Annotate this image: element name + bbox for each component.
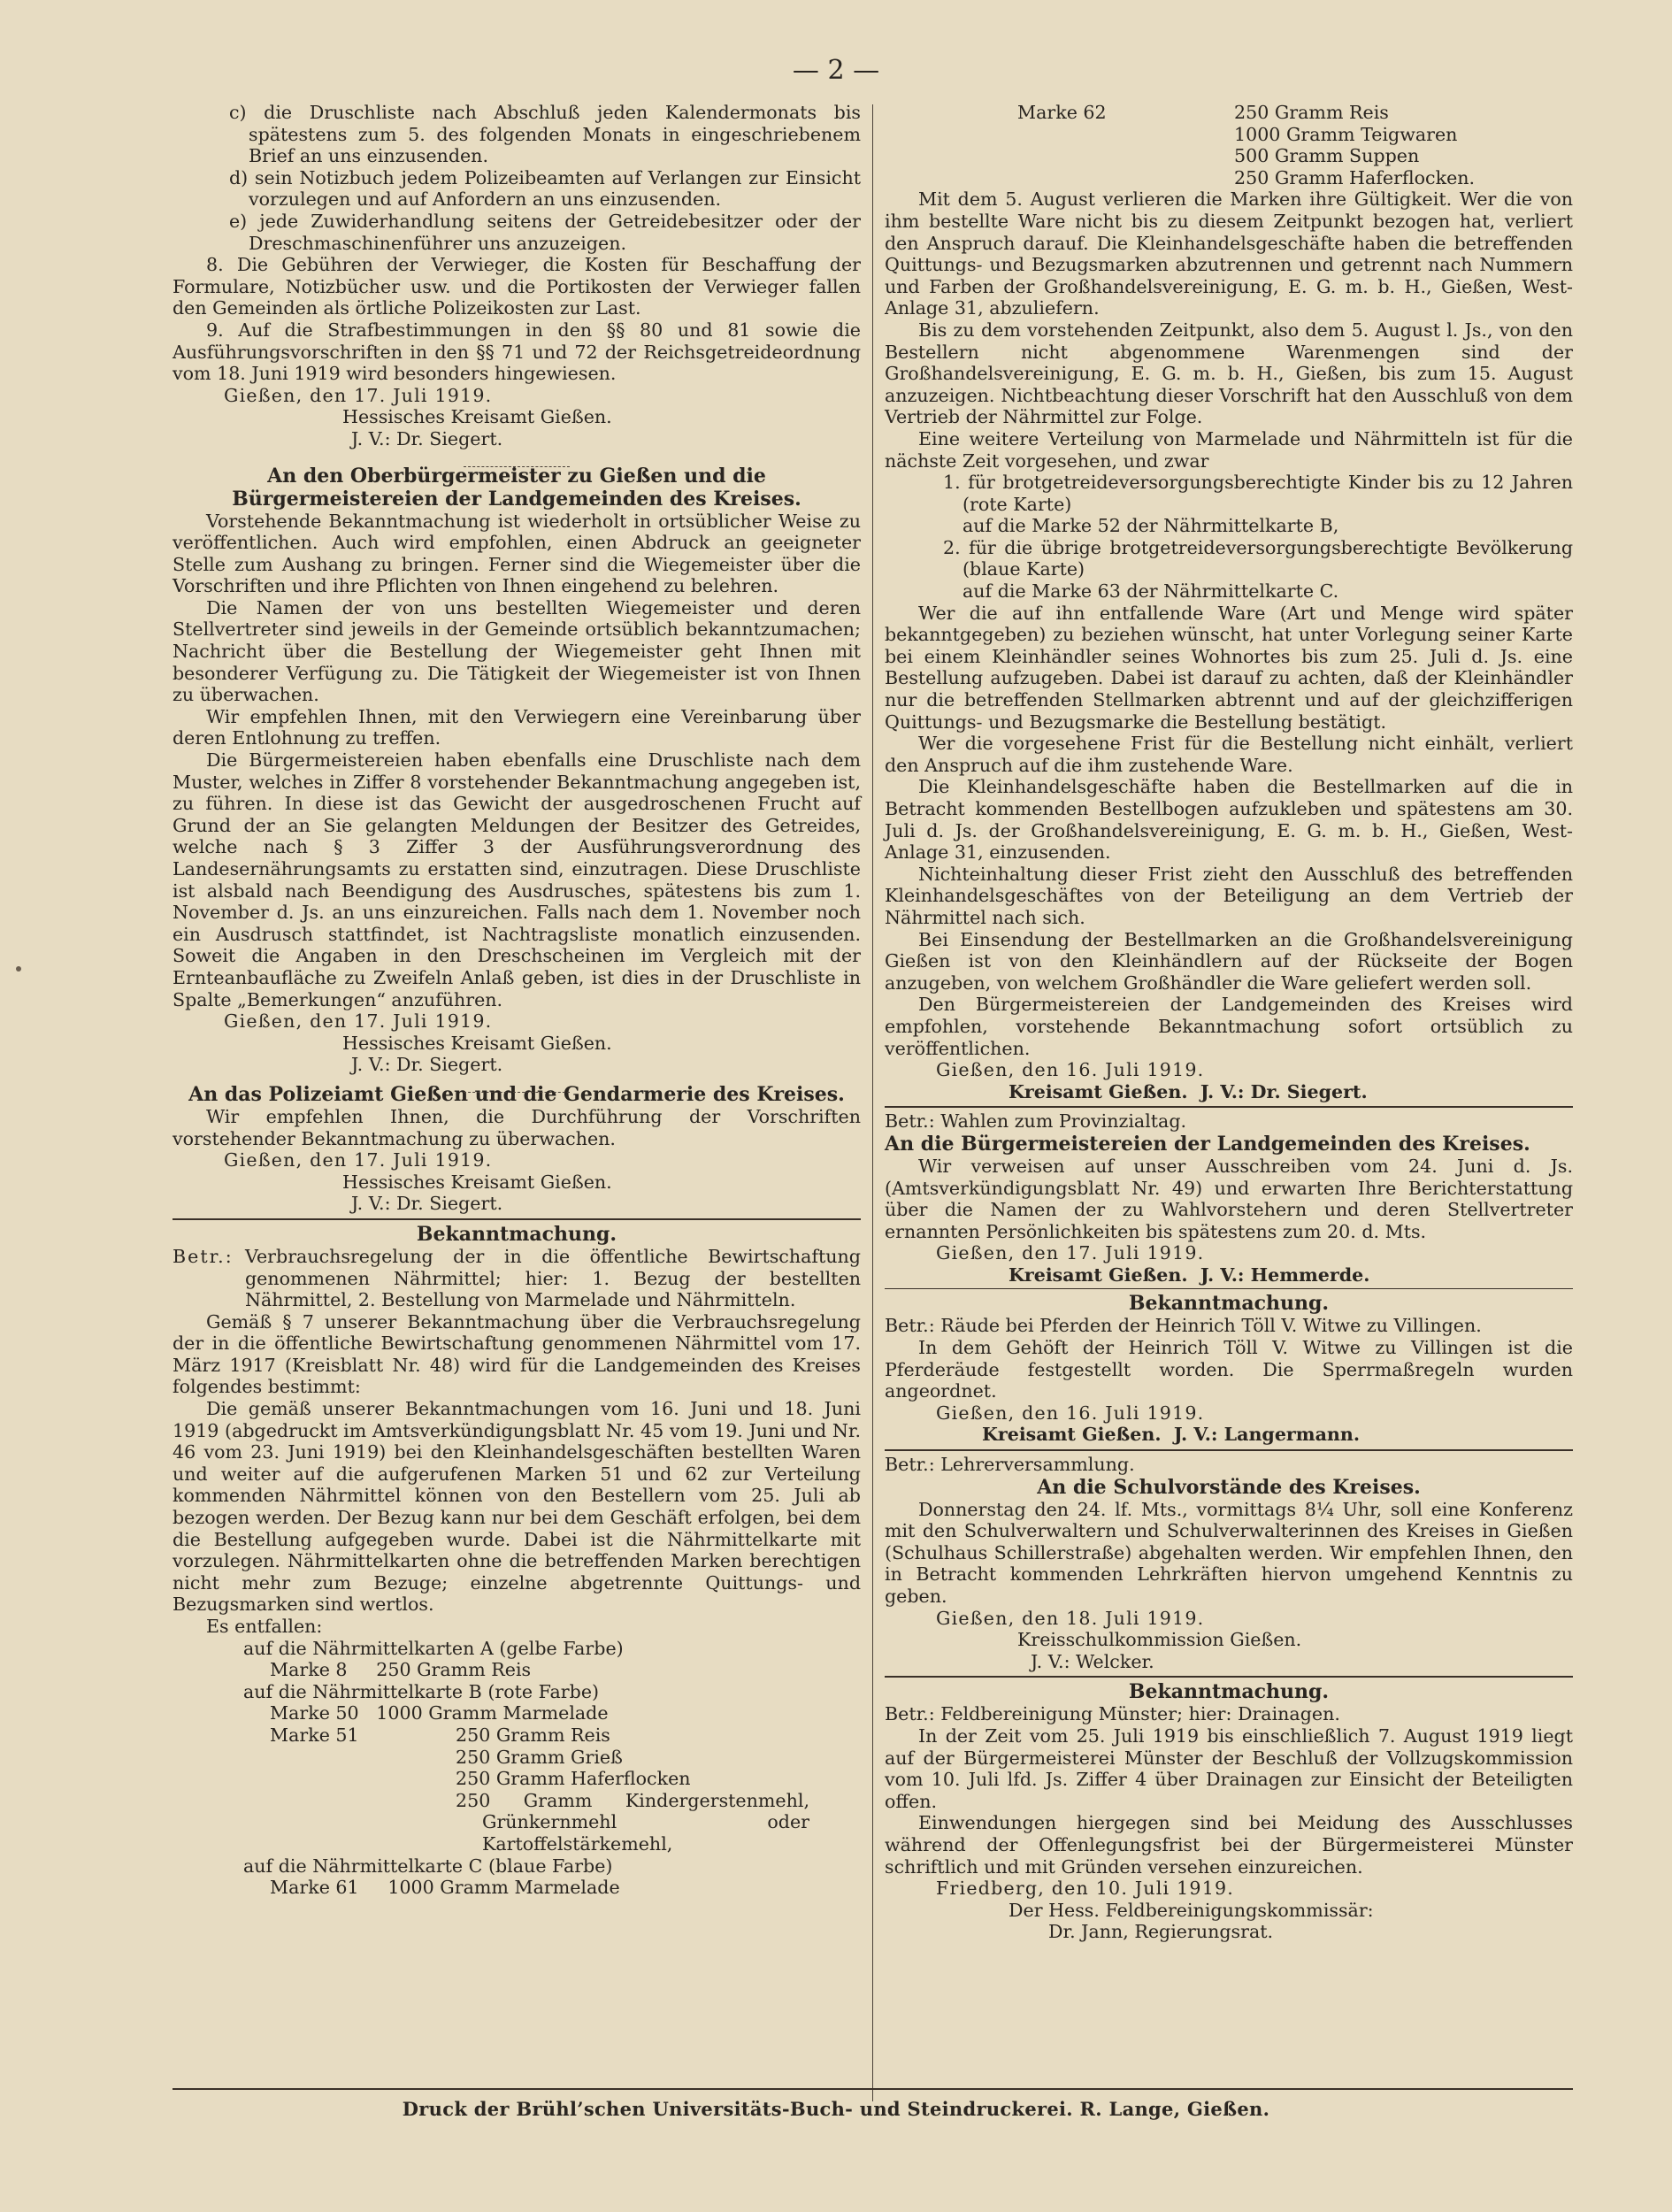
marke-61-line: Marke 61 1000 Gramm Marmelade: [270, 1877, 620, 1899]
drainage-subject: Betr.: Feldbereinigung Münster; hier: Drainagen.: [885, 1703, 1340, 1725]
announcement-paragraph: Die gemäß unserer Bekanntmachungen vom 16. Juni und 18. Juni 1919 (abgedruckt im Amtsverkündigungsblatt Nr. 45 vom 19. Juni und Nr. 46 vom 23. Juni 1919) bei den Kleinhandelsgeschäften bestellten Waren und weiter auf die aufgerufenen Marken 51 und 62 zur Verteilung kommenden Nährmittel können von den Bestellern vom 25. Juli ab bezogen werden. Der Bezug kann nur bei dem Geschäft erfolgen, bei dem die Bestellung aufgegeben wurde. Dabei ist die Nährmittelkarte mit vorzulegen. Nährmittelkarten ohne die betreffenden Marken berechtigen nicht mehr zum Bezuge; einzelne abgetrennte Quittungs- und Bezugsmarken sind wertlos.: [173, 1398, 861, 1616]
right-column: [885, 102, 1573, 1943]
marke-51-item: 250 Gramm Kindergerstenmehl, Grünkernmehl oder Kartoffelstärkemehl,: [456, 1789, 809, 1855]
distribution-item-2: 2. für die übrige brotgetreideversorgungsberechtigte Bevölkerung (blaue Karte): [943, 536, 1573, 580]
distribution-item-1-marke: auf die Marke 52 der Nährmittelkarte B,: [963, 515, 1339, 537]
signature-office: Hessisches Kreisamt Gießen.: [342, 406, 612, 428]
marke-62-item: 250 Gramm Haferflocken.: [1234, 166, 1476, 188]
date-line: Gießen, den 16. Juli 1919.: [936, 1402, 1205, 1424]
subject-block: [173, 1246, 861, 1311]
es-entfallen: Es entfallen:: [206, 1616, 323, 1637]
signature-name: J. V.: Dr. Siegert.: [351, 427, 503, 449]
signature-office: Kreisschulkommission Gießen.: [1017, 1629, 1302, 1651]
paragraph-9: 9. Auf die Strafbestimmungen in den §§ 80 und 81 sowie die Ausführungsvorschriften in den §§ 71 und 72 der Reichsgetreideordnung vom 18. Juni 1919 wird besonders hingewiesen.: [173, 319, 861, 385]
section-rule: [885, 1676, 1573, 1678]
marke-51-block: [173, 1724, 861, 1855]
drainage-text: In der Zeit vom 25. Juli 1919 bis einschließlich 7. August 1919 liegt auf der Bürgermeisterei Münster der Beschluß der Vollzugskommission vom 10. Juli lfd. Js. Ziffer 4 über Drainagen zur Einsicht der Beteiligten offen.: [885, 1724, 1573, 1812]
right-paragraph: Die Kleinhandelsgeschäfte haben die Bestellmarken auf die in Betracht kommenden Bestellbogen aufzukleben und spätestens am 30. Juli d. Js. der Großhandelsvereinigung, E. G. m. b. H., Gießen, West-Anlage 31, einzusenden.: [885, 776, 1573, 864]
section-paragraph: Wir empfehlen Ihnen, mit den Verwiegern eine Vereinbarung über deren Entlohnung zu treffen.: [173, 705, 861, 749]
footer-rule: [173, 2088, 1573, 2090]
section-rule: [885, 1288, 1573, 1289]
date-line: Friedberg, den 10. Juli 1919.: [936, 1878, 1235, 1900]
mange-text: In dem Gehöft der Heinrich Töll V. Witwe zu Villingen ist die Pferderäude festgestellt worden. Die Sperrmaßregeln wurden angeordnet.: [885, 1337, 1573, 1402]
drainage-text: Einwendungen hiergegen sind bei Meidung des Ausschlusses während der Offenlegungsfrist bei der Bürgermeisterei Münster schriftlich und mit Gründen versehen einzureichen.: [885, 1812, 1573, 1878]
date-line: Gießen, den 17. Juli 1919.: [224, 384, 493, 406]
teacher-text: Donnerstag den 24. lf. Mts., vormittags 8¼ Uhr, soll eine Konferenz mit den Schulverwaltern und Schulverwalterinnen des Kreises in Gießen (Schulhaus Schillerstraße) abgehalten werden. Wir empfehlen Ihnen, den in Betracht kommenden Lehrkräften hiervon umgehend Kenntnis zu geben.: [885, 1498, 1573, 1607]
rules-item-c: c) die Druschliste nach Abschluß jeden Kalendermonats bis spätestens zum 5. des folgenden Monats in eingeschriebenem Brief an uns einzusenden.: [229, 102, 861, 167]
marke-51-item: 250 Gramm Haferflocken: [456, 1768, 691, 1790]
marke-62-item: 1000 Gramm Teigwaren: [1234, 123, 1458, 145]
right-paragraph: Nichteinhaltung dieser Frist zieht den Ausschluß des betreffenden Kleinhandelsgeschäftes von der Beteiligung an dem Vertrieb der Nährmittel nach sich.: [885, 863, 1573, 928]
right-paragraph: Wer die vorgesehene Frist für die Bestellung nicht einhält, verliert den Anspruch auf die ihm zustehende Ware.: [885, 733, 1573, 776]
signature-line: Kreisamt Gießen. J. V.: Langermann.: [982, 1424, 1361, 1446]
section-paragraph: Die Namen der von uns bestellten Wiegemeister und deren Stellvertreter sind jeweils in der Gemeinde ortsüblich bekanntzumachen; Nachricht über die Bestellung der Wiegemeister geht Ihnen mit besonderer Verfügung zu. Die Tätigkeit der Wiegemeister ist von Ihnen zu überwachen.: [173, 596, 861, 706]
printer-imprint: Druck der Brühl’schen Universitäts-Buch- und Steindruckerei. R. Lange, Gießen.: [402, 2098, 1270, 2120]
date-line: Gießen, den 17. Juli 1919.: [224, 1149, 493, 1171]
distribution-item-2-marke: auf die Marke 63 der Nährmittelkarte C.: [963, 580, 1339, 603]
section-rule: [885, 1449, 1573, 1451]
section-paragraph: Vorstehende Bekanntmachung ist wiederholt in ortsüblicher Weise zu veröffentlichen. Auch wird empfohlen, einen Abdruck an geeigneter Stelle zum Aushang zu bringen. Ferner sind die Wiegemeister über die Vorschriften und ihre Pflichten von Ihnen eingehend zu belehren.: [173, 510, 861, 597]
signature-name: J. V.: Dr. Siegert.: [351, 1193, 503, 1215]
signature-name: J. V.: Dr. Siegert.: [351, 1054, 503, 1076]
column-divider: [872, 104, 873, 2101]
subject-text: Verbrauchsregelung der in die öffentliche Bewirtschaftung genommenen Nährmittel; hier: 1. Bezug der bestellten Nährmittel, 2. Bestellung von Marmelade und Nährmitteln.: [245, 1245, 861, 1311]
election-text: Wir verweisen auf unser Ausschreiben vom 24. Juni d. Js. (Amtsverkündigungsblatt Nr. 49) und erwarten Ihre Berichterstattung über die Namen der zu Wahlvorstehern und deren Stellvertreter ernannten Persönlichkeiten bis spätestens zum 20. d. Mts.: [885, 1155, 1573, 1242]
date-line: Gießen, den 18. Juli 1919.: [936, 1607, 1205, 1629]
rules-item-d: d) sein Notizbuch jedem Polizeibeamten auf Verlangen zur Einsicht vorzulegen und auf Anfordern an uns einzusenden.: [229, 166, 861, 211]
right-paragraph: Wer die auf ihn entfallende Ware (Art und Menge wird später bekanntgegeben) zu beziehen wünscht, hat unter Vorlegung seiner Karte bei einem Kleinhändler seines Wohnortes bis zum 25. Juli d. Js. eine Bestellung aufzugeben. Dabei ist darauf zu achten, daß der Kleinhändler nur die betreffenden Stellmarken abtrennt und auf der gleichzifferigen Quittungs- und Bezugsmarke die Bestellung bestätigt.: [885, 602, 1573, 733]
election-heading: An die Bürgermeistereien der Landgemeinden des Kreises.: [885, 1132, 1530, 1156]
distribution-item-1: 1. für brotgetreideversorgungsberechtigte Kinder bis zu 12 Jahren (rote Karte): [943, 472, 1573, 515]
marke-62-item: 250 Gramm Reis: [1234, 102, 1389, 123]
announcement-paragraph: Gemäß § 7 unserer Bekanntmachung über die Verbrauchsregelung der in die öffentliche Bewirtschaftung genommenen Nährmittel vom 17. März 1917 (Kreisblatt Nr. 48) wird für die Landgemeinden des Kreises folgendes bestimmt:: [173, 1310, 861, 1398]
subject-label: Betr.:: [173, 1245, 234, 1267]
print-speck: [16, 966, 21, 972]
rules-item-e: e) jede Zuwiderhandlung seitens der Getreidebesitzer oder der Dreschmaschinenführer uns anzuzeigen.: [229, 210, 861, 254]
paragraph-8: 8. Die Gebühren der Verwieger, die Kosten für Beschaffung der Formulare, Notizbücher usw. und die Portikosten der Verwieger fallen den Gemeinden als örtliche Polizeikosten zur Last.: [173, 254, 861, 319]
signature-line: Kreisamt Gießen. J. V.: Dr. Siegert.: [1009, 1080, 1368, 1102]
marke-51-item: 250 Gramm Reis: [456, 1724, 610, 1746]
section-rule: [885, 1106, 1573, 1108]
election-subject: Betr.: Wahlen zum Provinzialtag.: [885, 1110, 1187, 1133]
section-heading-police: An das Polizeiamt Gießen und die Gendarmerie des Kreises.: [188, 1082, 845, 1106]
card-b-line: auf die Nährmittelkarte B (rote Farbe): [243, 1680, 600, 1702]
signature-line: Kreisamt Gießen. J. V.: Hemmerde.: [1009, 1263, 1370, 1286]
signature-office: Hessisches Kreisamt Gießen.: [342, 1032, 612, 1054]
mange-subject: Betr.: Räude bei Pferden der Heinrich Töll V. Witwe zu Villingen.: [885, 1315, 1482, 1337]
announcement-title: Bekanntmachung.: [1128, 1292, 1330, 1316]
signature-name: J. V.: Welcker.: [1031, 1650, 1154, 1672]
signature-office: Hessisches Kreisamt Gießen.: [342, 1171, 612, 1193]
card-a-line: auf die Nährmittelkarten A (gelbe Farbe): [243, 1637, 624, 1659]
marke-62-block: [885, 102, 1573, 188]
marke-51-item: 250 Gramm Grieß: [456, 1746, 623, 1768]
teacher-subject: Betr.: Lehrerversammlung.: [885, 1454, 1135, 1476]
page-number: — 2 —: [792, 55, 880, 86]
right-paragraph: Eine weitere Verteilung von Marmelade und Nährmitteln ist für die nächste Zeit vorgesehen, und zwar: [885, 427, 1573, 472]
announcement-title: Bekanntmachung.: [1128, 1680, 1330, 1704]
left-column: [173, 102, 861, 1899]
date-line: Gießen, den 17. Juli 1919.: [936, 1242, 1205, 1264]
section-heading-mayors: An den Oberbürgermeister zu Gießen und die Bürgermeistereien der Landgemeinden des Kreises.: [232, 464, 801, 511]
section-paragraph: Wir empfehlen Ihnen, die Durchführung der Vorschriften vorstehender Bekanntmachung zu überwachen.: [173, 1105, 861, 1149]
right-paragraph: Den Bürgermeistereien der Landgemeinden des Kreises wird empfohlen, vorstehende Bekanntmachung sofort ortsüblich zu veröffentlichen.: [885, 994, 1573, 1059]
marke-62-item: 500 Gramm Suppen: [1234, 145, 1420, 167]
marke-62-label: Marke 62: [1017, 102, 1107, 123]
signature-name: Dr. Jann, Regierungsrat.: [1048, 1921, 1274, 1943]
right-paragraph: Mit dem 5. August verlieren die Marken ihre Gültigkeit. Wer die von ihm bestellte Ware nicht bis zu diesem Zeitpunkt bezogen hat, verliert den Anspruch darauf. Die Kleinhandelsgeschäfte haben die betreffenden Quittungs- und Bezugsmarken abzutrennen und getrennt nach Nummern und Farben der Großhandelsvereinigung, E. G. m. b. H., Gießen, West-Anlage 31, abzuliefern.: [885, 188, 1573, 319]
right-paragraph: Bei Einsendung der Bestellmarken an die Großhandelsvereinigung Gießen ist von den Kleinhändlern auf der Rückseite der Bogen anzugeben, von welchem Großhändler die Ware geliefert werden soll.: [885, 928, 1573, 994]
section-paragraph: Die Bürgermeistereien haben ebenfalls eine Druschliste nach dem Muster, welches in Ziffer 8 vorstehender Bekanntmachung angegeben ist, zu führen. In diese ist das Gewicht der ausgedroschenen Frucht auf Grund der an Sie gelangten Meldungen der Besitzer des Getreides, welche nach § 3 Ziffer 3 der Ausführungsverordnung des Landesernährungsamts zu erstatten sind, einzutragen. Diese Druschliste ist alsbald nach Beendigung des Ausdrusches, spätestens bis zum 1. November d. Js. an uns einzureichen. Falls nach dem 1. November noch ein Ausdrusch stattfindet, ist Nachtragsliste monatlich einzusenden. Soweit die Angaben in den Dreschscheinen im Vergleich mit der Ernteanbaufläche zu Zweifeln Anlaß geben, ist dies in der Druschliste in Spalte „Bemerkungen“ anzuführen.: [173, 749, 861, 1010]
announcement-title: Bekanntmachung.: [416, 1222, 617, 1246]
date-line: Gießen, den 17. Juli 1919.: [224, 1010, 493, 1033]
marke-51-label: Marke 51: [270, 1724, 359, 1746]
marke-8-line: Marke 8 250 Gramm Reis: [270, 1659, 532, 1681]
right-paragraph: Bis zu dem vorstehenden Zeitpunkt, also dem 5. August l. Js., von den Bestellern nicht abgenommene Warenmengen sind der Großhandelsvereinigung, E. G. m. b. H., Gießen, bis zum 15. August anzuzeigen. Nichtbeachtung dieser Vorschrift hat den Ausschluß von dem Vertrieb der Nährmittel zur Folge.: [885, 319, 1573, 428]
card-c-line: auf die Nährmittelkarte C (blaue Farbe): [243, 1855, 613, 1877]
section-rule: [173, 1218, 861, 1220]
separator: [173, 1076, 861, 1083]
teacher-heading: An die Schulvorstände des Kreises.: [1037, 1475, 1421, 1499]
separator: [173, 450, 861, 457]
signature-office: Der Hess. Feldbereinigungskommissär:: [1009, 1899, 1374, 1921]
marke-50-line: Marke 50 1000 Gramm Marmelade: [270, 1702, 609, 1724]
date-line: Gießen, den 16. Juli 1919.: [936, 1059, 1205, 1081]
